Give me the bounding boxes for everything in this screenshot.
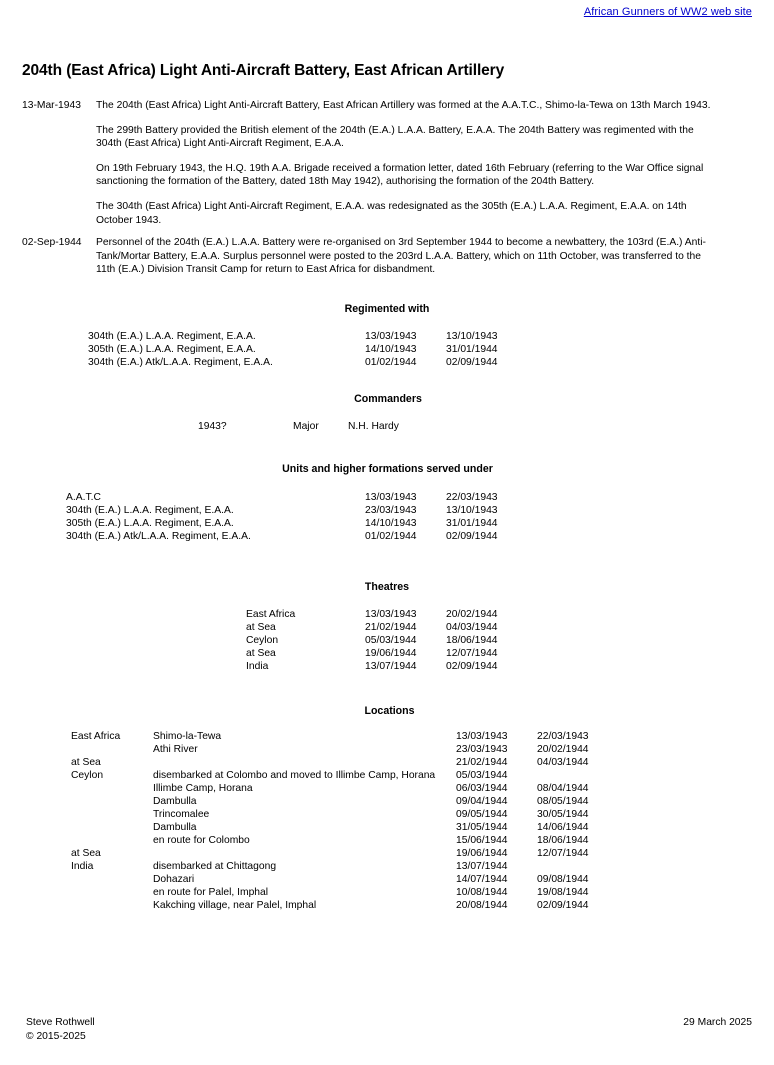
- theatre-name: East Africa: [246, 608, 296, 620]
- regimented-with-table-body: [88, 330, 526, 369]
- date-from: 13/03/1943: [365, 330, 417, 342]
- location-place: Kakching village, near Palel, Imphal: [153, 899, 317, 911]
- date-to: 12/07/1944: [446, 647, 498, 659]
- date-to: 18/06/1944: [446, 634, 498, 646]
- table-row: [71, 821, 617, 834]
- date-from: 15/06/1944: [456, 834, 508, 846]
- location-place: Illimbe Camp, Horana: [153, 782, 253, 794]
- date-from: 09/05/1944: [456, 808, 508, 820]
- location-place: Athi River: [153, 743, 198, 755]
- date-to: 08/04/1944: [537, 782, 589, 794]
- section-heading-locations: Locations: [364, 704, 415, 717]
- date-to: 04/03/1944: [446, 621, 498, 633]
- theatres-table-body: [246, 608, 526, 673]
- date-from: 13/03/1943: [456, 730, 508, 742]
- date-to: 08/05/1944: [537, 795, 589, 807]
- table-row: [246, 647, 526, 660]
- entry-body: [96, 99, 756, 227]
- location-place: disembarked at Colombo and moved to Illimbe Camp, Horana: [153, 769, 436, 781]
- entry-date: 02-Sep-1944: [22, 237, 82, 249]
- table-row: [246, 621, 526, 634]
- location-place: Trincomalee: [153, 808, 210, 820]
- table-row: [71, 860, 617, 873]
- date-to: 22/03/1943: [537, 730, 589, 742]
- commander-name: N.H. Hardy: [348, 420, 399, 432]
- date-to: 02/09/1944: [446, 660, 498, 672]
- units-served-under-table-body: [66, 491, 526, 543]
- theatre-name: Ceylon: [246, 634, 279, 646]
- entry-paragraph: The 204th (East Africa) Light Anti-Aircraft Battery, East African Artillery was formed at the A.A.T.C., Shimo-la-Tewa on 13th March 1943.: [96, 100, 711, 111]
- location-theatre: [71, 873, 153, 886]
- regiment-name: 304th (E.A.) L.A.A. Regiment, E.A.A.: [88, 330, 256, 342]
- table-row: [88, 343, 526, 356]
- table-row: [66, 517, 526, 530]
- page-footer: [18, 1016, 756, 1043]
- location-theatre: [71, 886, 153, 899]
- table-row: [246, 608, 526, 621]
- location-theatre: [71, 834, 153, 847]
- date-to: 31/01/1944: [446, 343, 498, 355]
- date-from: 31/05/1944: [456, 821, 508, 833]
- table-row: [71, 847, 617, 860]
- location-theatre: [71, 795, 153, 808]
- commanders-table-body: [198, 420, 468, 433]
- date-from: 14/07/1944: [456, 873, 508, 885]
- date-from: 10/08/1944: [456, 886, 508, 898]
- narrative-entry: [18, 236, 756, 277]
- date-to: 14/06/1944: [537, 821, 589, 833]
- location-place: disembarked at Chittagong: [153, 860, 277, 872]
- table-row: [71, 769, 617, 782]
- date-from: 23/03/1943: [456, 743, 508, 755]
- date-from: 05/03/1944: [456, 769, 508, 781]
- table-row: [88, 330, 526, 343]
- date-to: 20/02/1944: [537, 743, 589, 755]
- date-to: 04/03/1944: [537, 756, 589, 768]
- table-row: [71, 756, 617, 769]
- date-to: 22/03/1943: [446, 491, 498, 503]
- location-place: [153, 756, 456, 769]
- table-row: [246, 660, 526, 673]
- table-row: [198, 420, 468, 433]
- table-row: [71, 886, 617, 899]
- table-row: [88, 356, 526, 369]
- section-heading-regimented-with: Regimented with: [344, 302, 430, 315]
- location-place: [153, 847, 456, 860]
- commander-year: 1943?: [198, 420, 227, 432]
- unit-name: 305th (E.A.) L.A.A. Regiment, E.A.A.: [66, 517, 234, 529]
- date-to: [537, 769, 617, 782]
- location-theatre: [71, 743, 153, 756]
- section-heading-units-served-under: Units and higher formations served under: [282, 462, 493, 475]
- location-theatre: Ceylon: [71, 769, 104, 781]
- table-row: [66, 504, 526, 517]
- location-theatre: at Sea: [71, 756, 101, 768]
- date-from: 14/10/1943: [365, 517, 417, 529]
- entry-paragraph: On 19th February 1943, the H.Q. 19th A.A. Brigade received a formation letter, dated 16th February (referring to the War Office signal sanctioning the formation of the Battery, dated 18th May 1942), authorising the formation of the 204th Battery.: [96, 162, 704, 188]
- table-row: [246, 634, 526, 647]
- table-row: [71, 834, 617, 847]
- date-to: 09/08/1944: [537, 873, 589, 885]
- entry-paragraph: The 299th Battery provided the British element of the 204th (E.A.) L.A.A. Battery, E.A.A. The 204th Battery was regimented with the 304th (East Africa) Light Anti-Aircraft Regiment, E.A.A.: [96, 124, 694, 150]
- locations-table: [71, 730, 617, 912]
- page-title: 204th (East Africa) Light Anti-Aircraft Battery, East African Artillery: [22, 62, 505, 79]
- date-to: 12/07/1944: [537, 847, 589, 859]
- footer-left-block: [18, 1016, 95, 1043]
- table-row: [71, 899, 617, 912]
- date-from: 09/04/1944: [456, 795, 508, 807]
- page-header: [18, 0, 756, 18]
- date-from: 06/03/1944: [456, 782, 508, 794]
- regiment-name: 304th (E.A.) Atk/L.A.A. Regiment, E.A.A.: [88, 356, 273, 368]
- unit-name: A.A.T.C: [66, 491, 101, 503]
- date-to: 20/02/1944: [446, 608, 498, 620]
- location-place: en route for Palel, Imphal: [153, 886, 269, 898]
- theatre-name: at Sea: [246, 647, 276, 659]
- date-from: 21/02/1944: [456, 756, 508, 768]
- date-to: 18/06/1944: [537, 834, 589, 846]
- date-from: 13/07/1944: [456, 860, 508, 872]
- date-from: 13/07/1944: [365, 660, 417, 672]
- date-to: [537, 860, 617, 873]
- african-gunners-site-link[interactable]: African Gunners of WW2 web site: [583, 6, 752, 18]
- narrative-entries: [18, 99, 756, 277]
- unit-name: 304th (E.A.) L.A.A. Regiment, E.A.A.: [66, 504, 234, 516]
- section-heading-commanders: Commanders: [354, 392, 422, 405]
- entry-date: 13-Mar-1943: [22, 100, 81, 111]
- location-theatre: [71, 808, 153, 821]
- date-to: 02/09/1944: [537, 899, 589, 911]
- entry-body: [96, 236, 756, 277]
- date-from: 19/06/1944: [456, 847, 508, 859]
- locations-table-body: [71, 730, 617, 912]
- narrative-entry: [18, 99, 756, 227]
- location-place: Dohazari: [153, 873, 195, 885]
- date-from: 13/03/1943: [365, 608, 417, 620]
- date-to: 02/09/1944: [446, 356, 498, 368]
- footer-copyright: © 2015-2025: [26, 1030, 86, 1042]
- location-theatre: at Sea: [71, 847, 101, 859]
- entry-paragraph: The 304th (East Africa) Light Anti-Aircraft Regiment, E.A.A. was redesignated as the 305th (E.A.) L.A.A. Regiment, E.A.A. on 14th October 1943.: [96, 200, 687, 226]
- location-theatre: [71, 899, 153, 912]
- location-place: Dambulla: [153, 795, 197, 807]
- date-from: 19/06/1944: [365, 647, 417, 659]
- table-row: [71, 808, 617, 821]
- theatres-table: [246, 608, 526, 673]
- table-row: [71, 743, 617, 756]
- location-place: en route for Colombo: [153, 834, 250, 846]
- location-theatre: [71, 782, 153, 795]
- date-from: 23/03/1943: [365, 504, 417, 516]
- location-place: Shimo-la-Tewa: [153, 730, 222, 742]
- date-from: 13/03/1943: [365, 491, 417, 503]
- table-row: [71, 873, 617, 886]
- date-from: 14/10/1943: [365, 343, 417, 355]
- table-row: [71, 795, 617, 808]
- location-place: Dambulla: [153, 821, 197, 833]
- table-row: [66, 491, 526, 504]
- footer-date: 29 March 2025: [683, 1017, 752, 1028]
- units-served-under-table: [66, 491, 526, 543]
- date-to: 02/09/1944: [446, 530, 498, 542]
- commanders-table: [198, 420, 468, 433]
- location-theatre: East Africa: [71, 730, 121, 742]
- date-to: 31/01/1944: [446, 517, 498, 529]
- location-theatre: India: [71, 860, 94, 872]
- date-from: 21/02/1944: [365, 621, 417, 633]
- regimented-with-table: [88, 330, 526, 369]
- table-row: [66, 530, 526, 543]
- theatre-name: at Sea: [246, 621, 276, 633]
- footer-author: Steve Rothwell: [26, 1017, 95, 1028]
- commander-rank: Major: [293, 420, 319, 432]
- section-heading-theatres: Theatres: [364, 580, 410, 593]
- date-to: 30/05/1944: [537, 808, 589, 820]
- date-from: 01/02/1944: [365, 530, 417, 542]
- location-theatre: [71, 821, 153, 834]
- entry-paragraph: Personnel of the 204th (E.A.) L.A.A. Battery were re-organised on 3rd September 1944 to become a newbattery, the 103rd (E.A.) Anti-Tank/Mortar Battery, E.A.A. Surplus personnel were posted to the 203rd L.A.A. Battery, which on 11th October, was transferred to the 11th (E.A.) Division Transit Camp for return to East Africa for disbandment.: [96, 237, 706, 276]
- date-to: 19/08/1944: [537, 886, 589, 898]
- date-to: 13/10/1943: [446, 504, 498, 516]
- table-row: [71, 782, 617, 795]
- date-from: 05/03/1944: [365, 634, 417, 646]
- unit-name: 304th (E.A.) Atk/L.A.A. Regiment, E.A.A.: [66, 530, 251, 542]
- date-to: 13/10/1943: [446, 330, 498, 342]
- regiment-name: 305th (E.A.) L.A.A. Regiment, E.A.A.: [88, 343, 256, 355]
- theatre-name: India: [246, 660, 269, 672]
- date-from: 01/02/1944: [365, 356, 417, 368]
- date-from: 20/08/1944: [456, 899, 508, 911]
- table-row: [71, 730, 617, 743]
